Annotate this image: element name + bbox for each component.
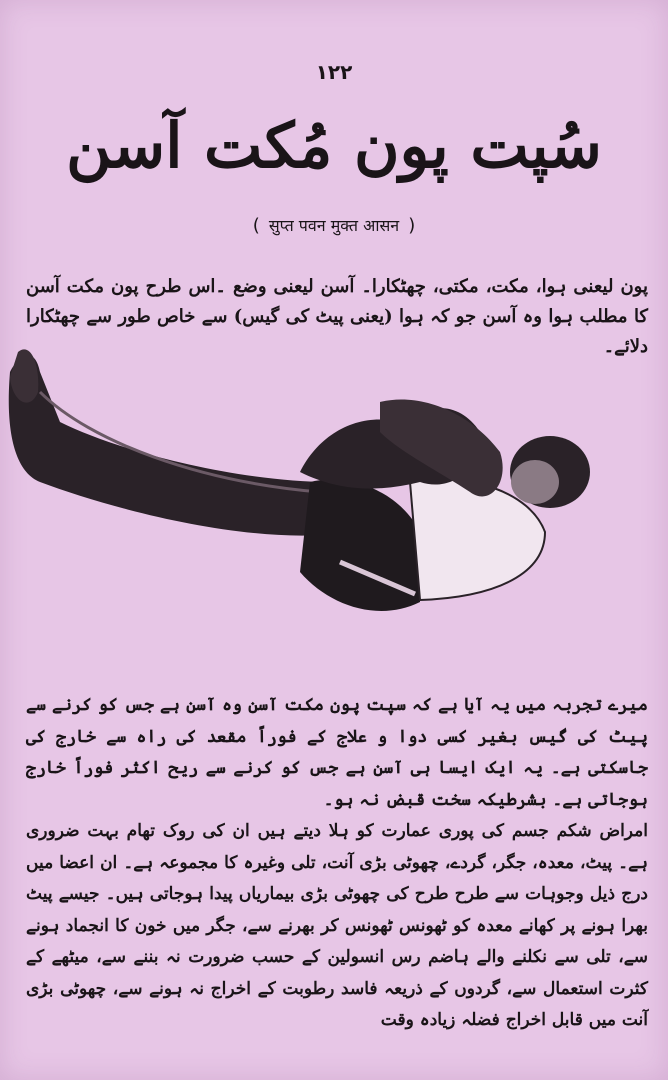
page-number: ۱۲۲ <box>315 60 353 84</box>
subtitle-close-paren: ) <box>408 215 416 236</box>
shorts <box>300 479 420 611</box>
subtitle-open-paren: ( <box>252 215 260 236</box>
body-paragraph-1: میرے تجربہ میں یہ آیا ہے کہ سپت پون مکت آسن وہ آسن ہے جس کو کرنے سے پیٹ کی گیس بغیر کسی دوا و علاج کے فوراً مقعد کی راہ سے خارج کی جاسکتی ہے۔ یہ ایک ایسا ہی آسن ہے جس کو کرنے سے ریح اکثر فوراً خارج ہوجاتی ہے۔ بشرطیکہ سخت قبض نہ ہو۔ <box>26 695 648 810</box>
person-lying-knee-to-chest-icon <box>0 332 620 622</box>
extended-leg <box>9 355 350 536</box>
body-paragraph-2: امراض شکم جسم کی پوری عمارت کو ہلا دیتے ہیں ان کی روک تھام بہت ضروری ہے۔ پیٹ، معدہ، جگر، گردے، چھوٹی بڑی آنت، تلی وغیرہ کا مجموعہ ہے۔ ان اعضا میں درج ذیل وجوہات سے طرح طرح کی چھوٹی بڑی بیماریاں پیدا ہوجاتی ہیں۔ جیسے پیٹ بھرا ہونے پر کھانے معدہ کو ٹھونس ٹھونس کر بھرنے سے، جگر میں خون کا انجماد ہونے سے، تلی سے نکلنے والے ہاضم رس انسولین کے حسب ضرورت نہ بننے سے، میٹھے کے کثرت استعمال سے، گردوں کے ذریعہ فاسد رطوبت کے اخراج نہ ہونے سے، چھوٹی بڑی آنت میں قابل اخراج فضلہ زیادہ وقت <box>26 821 648 1030</box>
face <box>511 460 559 504</box>
page-title: سُپت پون مُکت آسن <box>66 109 602 182</box>
hindi-subtitle <box>0 214 668 236</box>
body-text <box>26 690 648 1037</box>
intro-paragraph: پون لیعنی ہوا، مکت، مکتی، چھٹکارا۔ آسن لیعنی وضع ۔اس طرح پون مکت آسن کا مطلب ہوا وہ آسن جو کہ ہوا (یعنی پیٹ کی گیس) سے خاص طور سے چھٹکارا دلائے۔ <box>26 276 648 357</box>
subtitle-text: सुप्त पवन मुक्त आसन <box>268 216 400 235</box>
